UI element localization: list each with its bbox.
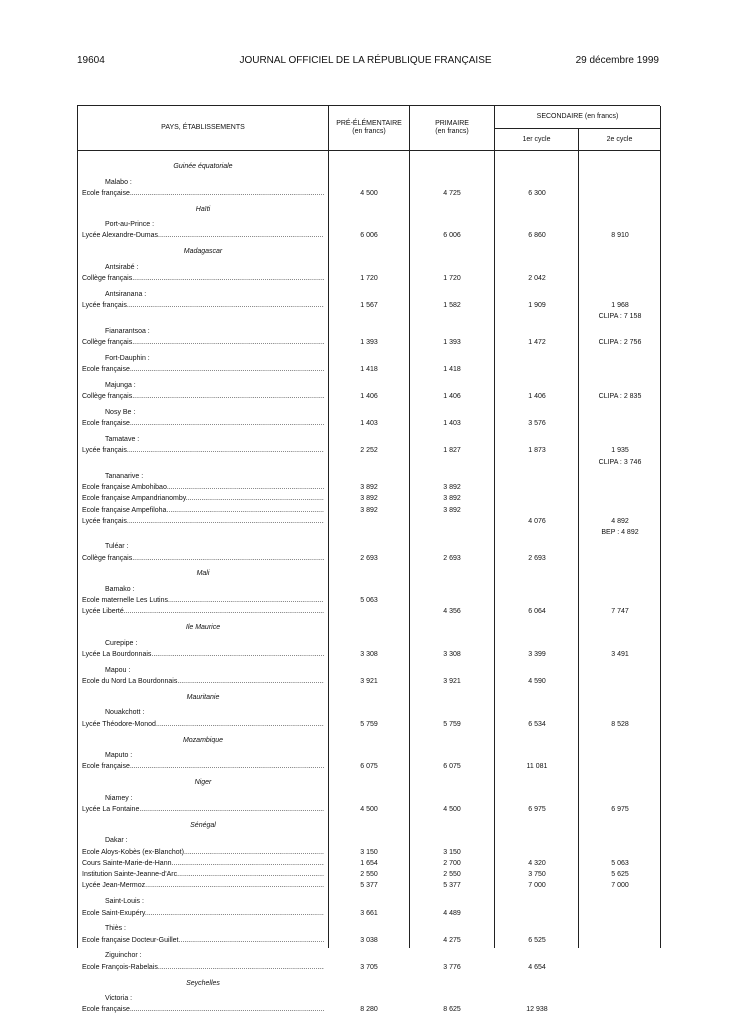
fee-secondaire-cycle1: 4 320	[528, 859, 546, 867]
country-heading-row	[78, 568, 660, 579]
city-row	[78, 289, 660, 300]
table-row	[78, 962, 660, 973]
fee-preelementaire: 3 661	[360, 909, 378, 917]
fee-preelementaire: 3 892	[360, 495, 378, 503]
country-heading: Niger	[194, 779, 212, 787]
fee-secondaire-cycle1: 1 873	[528, 447, 546, 455]
fee-secondaire-cycle2: 7 000	[611, 882, 629, 890]
fee-secondaire-cycle1: 6 300	[528, 189, 546, 197]
table-row	[78, 847, 660, 858]
establishment-label: Cours Sainte-Marie-de-Hann	[82, 859, 172, 867]
establishment-name	[82, 418, 324, 429]
fee-primaire: 3 892	[443, 483, 461, 491]
country-heading: Sénégal	[190, 821, 216, 829]
fee-secondaire-cycle1: 4 590	[528, 678, 546, 686]
city-row	[78, 326, 660, 337]
table-row	[78, 804, 660, 815]
city-name: Bamako :	[105, 585, 135, 593]
establishment-name	[82, 273, 324, 284]
fee-secondaire-cycle1: 6 975	[528, 805, 546, 813]
city-row	[78, 835, 660, 846]
establishment-label: Ecole du Nord La Bourdonnais	[82, 678, 178, 686]
establishment-name	[82, 858, 324, 869]
establishment-label: Lycée La Bourdonnais	[82, 651, 152, 658]
table-row	[78, 908, 660, 919]
column-header-prim-unit: (en francs)	[435, 128, 469, 135]
fee-preelementaire: 3 038	[360, 936, 378, 944]
fee-secondaire-cycle2: 7 747	[611, 608, 629, 616]
fee-preelementaire: 5 377	[360, 882, 378, 890]
city-name: Nosy Be :	[105, 408, 136, 416]
table-row	[78, 719, 660, 730]
fee-secondaire-cycle1: 7 000	[528, 882, 546, 890]
table-row	[78, 553, 660, 564]
city-row	[78, 219, 660, 230]
establishment-name	[82, 719, 324, 730]
fee-secondaire-cycle1: 12 938	[526, 1006, 548, 1014]
fees-table	[77, 105, 660, 1014]
table-row	[78, 880, 660, 891]
establishment-name	[82, 553, 324, 564]
country-heading: Guinée équatoriale	[173, 163, 233, 170]
fee-secondaire-cycle1: 3 750	[528, 871, 546, 879]
city-row	[78, 793, 660, 804]
fee-primaire: 2 700	[443, 859, 461, 867]
establishment-label: Ecole française Ampandrianomby	[82, 495, 186, 503]
establishment-name	[82, 880, 324, 891]
journal-title: JOURNAL OFFICIEL DE LA RÉPUBLIQUE FRANÇAISE	[239, 55, 492, 66]
fee-primaire: 3 150	[443, 848, 461, 856]
column-header-cycle1: 1er cycle	[522, 136, 551, 143]
establishment-name	[82, 908, 324, 919]
fee-preelementaire: 1 403	[360, 420, 378, 428]
fee-secondaire-cycle2: CLIPA : 7 158	[598, 313, 642, 321]
table-row	[78, 418, 660, 429]
city-name: Antsiranana :	[105, 290, 147, 298]
fee-preelementaire: 2 550	[360, 871, 378, 879]
table-row-continuation	[78, 311, 660, 322]
fee-preelementaire: 6 075	[360, 763, 378, 771]
fee-secondaire-cycle2: CLIPA : 3 746	[598, 458, 642, 466]
table-row	[78, 516, 660, 527]
fee-preelementaire: 1 393	[360, 338, 378, 346]
table-row	[78, 188, 660, 199]
table-row	[78, 1004, 660, 1015]
fee-preelementaire: 2 693	[360, 554, 378, 562]
table-row	[78, 445, 660, 456]
fee-secondaire-cycle2: 6 975	[611, 805, 629, 813]
establishment-name	[82, 230, 324, 241]
fee-secondaire-cycle2: 5 063	[611, 859, 629, 867]
establishment-label: Ecole française Ambohibao	[82, 483, 167, 491]
country-heading: Ile Maurice	[185, 624, 221, 632]
fee-secondaire-cycle2: 4 892	[611, 517, 629, 525]
establishment-label: Ecole française Docteur-Guillet	[82, 936, 179, 944]
country-heading-row	[78, 622, 660, 633]
city-name: Fianarantsoa :	[105, 327, 150, 335]
fee-secondaire-cycle2: 1 935	[611, 447, 629, 455]
establishment-label: Ecole maternelle Les Lutins	[82, 597, 168, 605]
fee-primaire: 1 827	[443, 447, 461, 455]
table-row	[78, 391, 660, 402]
fee-primaire: 3 308	[443, 651, 461, 658]
establishment-name	[82, 364, 324, 375]
header-divider	[494, 128, 660, 129]
establishment-label: Ecole française Ampefiloha	[82, 506, 167, 514]
country-heading-row	[78, 735, 660, 746]
fee-preelementaire: 1 654	[360, 859, 378, 867]
establishment-label: Ecole Saint-Exupéry	[82, 909, 145, 917]
fee-secondaire-cycle2: 8 528	[611, 720, 629, 728]
table-row	[78, 935, 660, 946]
fee-preelementaire: 3 892	[360, 483, 378, 491]
page-number: 19604	[77, 55, 105, 66]
city-row	[78, 950, 660, 961]
fee-secondaire-cycle1: 3 576	[528, 420, 546, 428]
city-name: Tuléar :	[105, 543, 129, 551]
fee-primaire: 4 489	[443, 909, 461, 917]
establishment-label: Collège français	[82, 393, 133, 400]
establishment-label: Lycée Jean-Mermoz	[82, 882, 146, 890]
fee-preelementaire: 6 006	[360, 232, 378, 240]
fee-primaire: 1 418	[443, 365, 461, 373]
city-row	[78, 353, 660, 364]
establishment-label: Lycée français	[82, 447, 127, 455]
column-header-cycle2: 2e cycle	[606, 136, 633, 143]
establishment-name	[82, 188, 324, 199]
city-row	[78, 896, 660, 907]
fee-primaire: 3 921	[443, 678, 461, 686]
city-name: Tananarive :	[105, 472, 144, 480]
city-name: Nouakchott :	[105, 709, 145, 717]
column-header-prim-label: PRIMAIRE	[435, 120, 469, 127]
fee-preelementaire: 3 150	[360, 848, 378, 856]
fee-preelementaire: 4 500	[360, 189, 378, 197]
fee-preelementaire: 1 406	[360, 393, 378, 400]
establishment-label: Ecole française	[82, 420, 130, 428]
city-name: Antsirabé :	[105, 263, 139, 271]
establishment-name	[82, 869, 324, 880]
country-heading: Mali	[196, 570, 210, 578]
country-heading-row	[78, 777, 660, 788]
fee-primaire: 2 693	[443, 554, 461, 562]
fee-preelementaire: 1 567	[360, 302, 378, 310]
fee-primaire: 3 892	[443, 495, 461, 503]
city-row	[78, 993, 660, 1004]
fee-preelementaire: 2 252	[360, 447, 378, 455]
fee-primaire: 6 006	[443, 232, 461, 240]
fee-secondaire-cycle2: 3 491	[611, 651, 629, 658]
establishment-name	[82, 391, 324, 402]
fee-preelementaire: 1 720	[360, 275, 378, 282]
country-heading: Haïti	[195, 205, 211, 213]
establishment-name	[82, 482, 324, 493]
city-row	[78, 541, 660, 552]
fee-primaire: 4 725	[443, 189, 461, 197]
establishment-name	[82, 676, 324, 687]
fee-preelementaire: 8 280	[360, 1006, 378, 1014]
country-heading-row	[78, 692, 660, 703]
fee-secondaire-cycle2: 5 625	[611, 871, 629, 879]
city-row	[78, 638, 660, 649]
table-row	[78, 300, 660, 311]
fee-secondaire-cycle2: CLIPA : 2 835	[598, 393, 642, 400]
table-row-continuation	[78, 527, 660, 538]
fee-secondaire-cycle1: 11 081	[526, 763, 548, 771]
establishment-name	[82, 505, 324, 516]
fee-primaire: 3 776	[443, 963, 461, 971]
establishment-label: Ecole François-Rabelais	[82, 963, 158, 971]
fee-primaire: 1 582	[443, 302, 461, 310]
city-name: Niamey :	[105, 794, 133, 802]
establishment-name	[82, 606, 324, 617]
country-heading-row	[78, 204, 660, 215]
table-row	[78, 869, 660, 880]
fee-primaire: 4 356	[443, 608, 461, 616]
establishment-label: Lycée Théodore-Monod	[82, 720, 156, 728]
city-row	[78, 177, 660, 188]
city-name: Saint-Louis :	[105, 898, 144, 906]
city-row	[78, 665, 660, 676]
establishment-name	[82, 445, 324, 456]
table-row	[78, 273, 660, 284]
page-date: 29 décembre 1999	[575, 55, 659, 66]
establishment-name	[82, 935, 324, 946]
fee-secondaire-cycle1: 4 654	[528, 963, 546, 971]
fee-primaire: 1 720	[443, 275, 461, 282]
table-row	[78, 505, 660, 516]
fee-secondaire-cycle1: 2 693	[528, 554, 546, 562]
city-name: Curepipe :	[105, 639, 138, 647]
establishment-name	[82, 300, 324, 311]
establishment-name	[82, 337, 324, 348]
country-heading: Mauritanie	[186, 693, 220, 701]
fee-secondaire-cycle1: 3 399	[528, 651, 546, 658]
city-name: Majunga :	[105, 381, 136, 389]
establishment-name	[82, 962, 324, 973]
column-header-preelementaire	[329, 120, 409, 136]
establishment-label: Lycée La Fontaine	[82, 805, 140, 813]
column-header-pre-label: PRÉ-ÉLÉMENTAIRE	[336, 120, 402, 127]
fee-preelementaire: 4 500	[360, 805, 378, 813]
fee-secondaire-cycle1: 4 076	[528, 517, 546, 525]
country-heading-row	[78, 246, 660, 257]
fee-primaire: 8 625	[443, 1006, 461, 1014]
city-name: Tamatave :	[105, 435, 140, 443]
establishment-label: Lycée français	[82, 302, 127, 310]
city-name: Maputo :	[105, 752, 133, 759]
establishment-label: Ecole française	[82, 189, 130, 197]
fee-primaire: 2 550	[443, 871, 461, 879]
table-row-continuation	[78, 457, 660, 468]
table-row	[78, 364, 660, 375]
fee-secondaire-cycle1: 6 064	[528, 608, 546, 616]
city-row	[78, 380, 660, 391]
city-row	[78, 923, 660, 934]
fee-preelementaire: 3 308	[360, 651, 378, 658]
fee-secondaire-cycle2: CLIPA : 2 756	[598, 338, 642, 346]
establishment-label: Ecole Aloys-Kobès (ex-Blanchot)	[82, 848, 184, 856]
header-bottom-rule	[78, 150, 660, 151]
establishment-label: Collège français	[82, 275, 133, 282]
table-row	[78, 606, 660, 617]
country-heading: Seychelles	[186, 979, 220, 987]
fee-preelementaire: 3 921	[360, 678, 378, 686]
establishment-name	[82, 493, 324, 504]
fee-secondaire-cycle1: 6 534	[528, 720, 546, 728]
establishment-label: Ecole française	[82, 365, 130, 373]
column-header-secondaire: SECONDAIRE (en francs)	[536, 113, 619, 120]
fee-secondaire-cycle1: 2 042	[528, 275, 546, 282]
table-row	[78, 493, 660, 504]
city-name: Malabo :	[105, 178, 132, 186]
fee-secondaire-cycle1: 6 860	[528, 232, 546, 240]
fee-primaire: 6 075	[443, 763, 461, 771]
establishment-label: Lycée français	[82, 517, 127, 525]
fee-primaire: 4 275	[443, 936, 461, 944]
fee-secondaire-cycle1: 1 909	[528, 302, 546, 310]
establishment-name	[82, 847, 324, 858]
fee-secondaire-cycle1: 1 406	[528, 393, 546, 400]
fee-secondaire-cycle2: 8 910	[611, 232, 629, 240]
city-row	[78, 584, 660, 595]
column-header-pre-unit: (en francs)	[352, 128, 386, 135]
country-heading: Mozambique	[182, 736, 224, 744]
establishment-name	[82, 516, 324, 527]
table-row	[78, 230, 660, 241]
establishment-label: Lycée Alexandre-Dumas	[82, 232, 159, 240]
fee-primaire: 1 403	[443, 420, 461, 428]
column-header-primaire	[410, 120, 494, 136]
establishment-label: Collège français	[82, 338, 133, 346]
table-row	[78, 337, 660, 348]
table-row	[78, 649, 660, 660]
city-row	[78, 407, 660, 418]
city-name: Dakar :	[105, 837, 128, 845]
table-row	[78, 676, 660, 687]
city-name: Ziguinchor :	[105, 952, 142, 960]
table-row	[78, 482, 660, 493]
fee-secondaire-cycle2: 1 968	[611, 302, 629, 310]
city-name: Port-au-Prince :	[105, 221, 155, 229]
city-name: Thiès :	[105, 925, 127, 933]
table-row	[78, 858, 660, 869]
fee-primaire: 1 393	[443, 338, 461, 346]
column-header-name: PAYS, ÉTABLISSEMENTS	[161, 124, 245, 131]
fee-primaire: 5 759	[443, 720, 461, 728]
fee-primaire: 5 377	[443, 882, 461, 890]
fee-preelementaire: 5 759	[360, 720, 378, 728]
fee-preelementaire: 5 063	[360, 597, 378, 605]
country-heading: Madagascar	[183, 248, 223, 256]
column-divider	[660, 106, 661, 948]
establishment-name	[82, 1004, 324, 1015]
fee-preelementaire: 1 418	[360, 365, 378, 373]
establishment-name	[82, 649, 324, 660]
establishment-name	[82, 761, 324, 772]
city-row	[78, 750, 660, 761]
fee-secondaire-cycle1: 6 525	[528, 936, 546, 944]
city-row	[78, 262, 660, 273]
establishment-name	[82, 595, 324, 606]
establishment-label: Lycée Liberté	[82, 608, 124, 616]
city-row	[78, 434, 660, 445]
fee-preelementaire: 3 892	[360, 506, 378, 514]
city-row	[78, 471, 660, 482]
establishment-label: Institution Sainte-Jeanne-d'Arc	[82, 871, 178, 879]
establishment-name	[82, 804, 324, 815]
fee-primaire: 1 406	[443, 393, 461, 400]
country-heading-row	[78, 820, 660, 831]
fee-preelementaire: 3 705	[360, 963, 378, 971]
city-name: Mapou :	[105, 666, 131, 674]
country-heading-row	[78, 161, 660, 172]
city-row	[78, 707, 660, 718]
fee-secondaire-cycle1: 1 472	[528, 338, 546, 346]
fee-secondaire-cycle2: BEP : 4 892	[601, 529, 639, 537]
establishment-label: Collège français	[82, 554, 133, 562]
establishment-label: Ecole française	[82, 763, 130, 771]
fee-primaire: 4 500	[443, 805, 461, 813]
city-name: Fort-Dauphin :	[105, 354, 150, 362]
city-name: Victoria :	[105, 995, 133, 1002]
establishment-label: Ecole française	[82, 1006, 130, 1014]
fee-primaire: 3 892	[443, 506, 461, 514]
table-row	[78, 761, 660, 772]
table-row	[78, 595, 660, 606]
country-heading-row	[78, 978, 660, 989]
